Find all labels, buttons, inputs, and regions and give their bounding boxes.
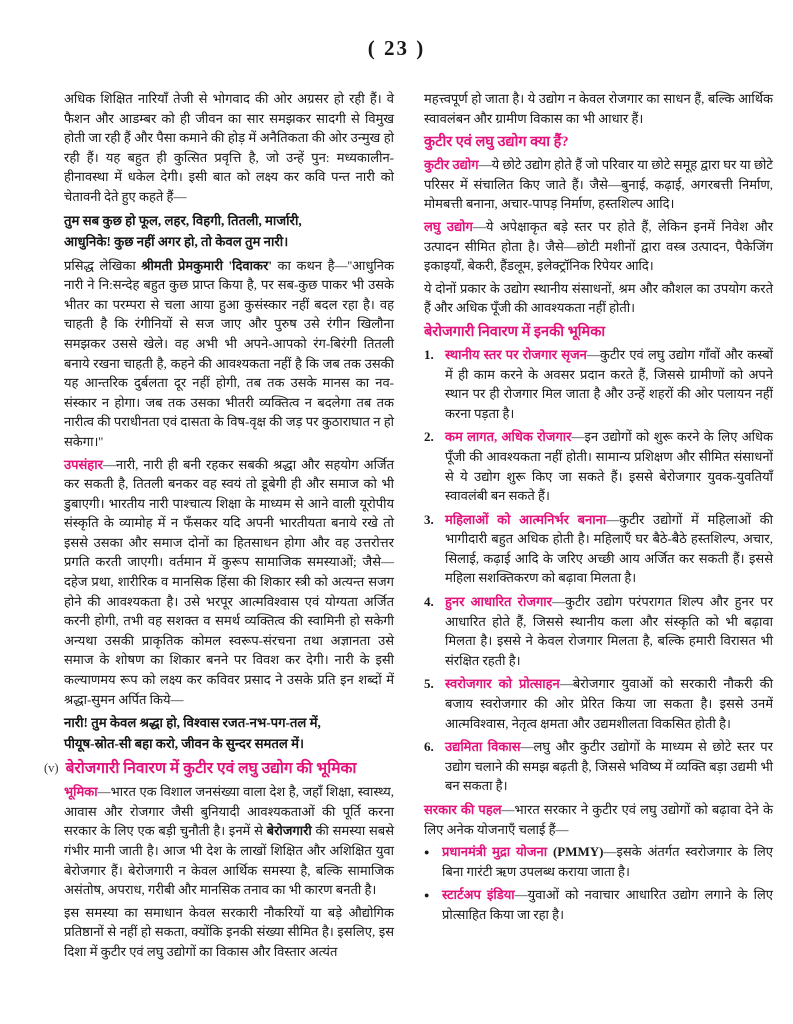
list-number: 3. [424,511,434,527]
list-item-lead: स्वरोजगार को प्रोत्साहन [445,676,560,692]
list-item [424,592,773,670]
list-item-body: —इन उद्योगों को शुरू करने के लिए अधिक पूँजी की आवश्यकता नहीं होती। सामान्य प्रशिक्षण और सीमित संसाधनों से ये उद्योग शुरू किए जा सकते हैं। इससे बेरोजगार युवक-युवतियाँ स्वावलंबी बन सकते हैं। [445,429,774,504]
verse-line: आधुनिके! कुछ नहीं अगर हो, तो केवल तुम नारी। [64,233,289,249]
bullet-icon: ● [424,890,430,901]
list-item [424,510,773,588]
upsanhar-body: —नारी, नारी ही बनी रहकर सबकी श्रद्धा और सहयोग अर्जित कर सकती है, तितली बनकर वह स्वयं तो डूबेगी ही और समाज को भी डुबाएगी। भारतीय नारी पाश्चात्य शिक्षा के माध्यम से आने वाली यूरोपीय संस्कृति के व्यामोह में न फँसकर यदि अपनी भारतीयता बनाये रखे तो इससे उसका और समाज दोनों का हितसाधन होगा और वह उत्तरोत्तर प्रगति करती जाएगी। वर्तमान में कुरूप सामाजिक समस्याओं; जैसे—दहेज प्रथा, शारीरिक व मानसिक हिंसा की शिकार स्त्री को अत्यन्त सजग होने की आवश्यकता है। उसे भरपूर आत्मविश्वास एवं योग्यता अर्जित करनी होगी, तभी वह सशक्त व समर्थ व्यक्तित्व की स्वामिनी हो सकेगी अन्यथा उसकी प्राकृतिक कोमल स्वरूप-संरचना तथा अज्ञानता उसे समाज के शोषण का शिकार बनने पर विवश कर देगी। नारी के इसी कल्याणमय रूप को लक्ष्य कर कविवर प्रसाद ने उसके प्रति इन शब्दों में श्रद्धा-सुमन अर्पित किये— [64,456,394,707]
kutir-lead: कुटीर उद्योग [424,157,479,173]
bhumika-post-text: की समस्या सबसे गंभीर मानी जाती है। आज भी देश के लाखों शिक्षित और अशिक्षित युवा बेरोजगार हैं। बेरोजगारी न केवल आर्थिक समस्या है, बल्कि सामाजिक असंतोष, अपराध, गरीबी और मानसिक तनाव का भी कारण बनती है। [64,823,394,898]
list-item-text [445,592,773,670]
verse-line: पीयूष-स्रोत-सी बहा करो, जीवन के सुन्दर समतल में। [64,736,305,752]
bullet-item-lead: प्रधानमंत्री मुद्रा योजना [442,844,548,860]
paragraph-continuation: महत्त्वपूर्ण हो जाता है। ये उद्योग न केवल रोजगार का साधन हैं, बल्कि आर्थिक स्वावलंबन और ग्रामीण विकास का भी आधार हैं। [424,91,773,126]
list-item [424,427,773,505]
list-item-text [445,737,773,796]
verse-block-2 [64,712,394,754]
paragraph-laghu [424,217,773,276]
author-name: श्रीमती प्रेमकुमारी 'दिवाकर' [141,257,272,273]
bullet-item-body: —इसके अंतर्गत स्वरोजगार के लिए बिना गारंटी ऋण उपलब्ध कराया जाता है। [442,844,773,879]
bullet-item-text [442,842,773,881]
laghu-body: —ये अपेक्षाकृत बड़े स्तर पर होते हैं, लेकिन इनमें निवेश और उत्पादन सीमित होता है। जैसे—छोटी मशीनों द्वारा वस्त्र उत्पादन, पैकेजिंग इकाइयाँ, बेकरी, हैंडलूम, इलेक्ट्रॉनिक रिपेयर आदि। [424,218,774,274]
right-column [424,89,773,965]
list-item-text [445,427,773,505]
list-item-body: —बेरोजगार युवाओं को सरकारी नौकरी की बजाय स्वरोजगार की ओर प्रेरित किया जा सकता है। इससे उनमें आत्मविश्वास, नेतृत्व क्षमता और उद्यमशीलता विकसित होती है। [445,676,773,731]
bullet-item-suffix: (PMMY) [547,844,604,860]
list-number: 6. [424,739,434,755]
list-number: 1. [424,346,434,362]
list-item-body: —कुटीर एवं लघु उद्योग गाँवों और कस्बों में ही काम करने के अवसर प्रदान करते हैं, जिससे ग्रामीणों को अपने स्थान पर ही रोजगार मिल जाता है और उन्हें शहरों की ओर पलायन नहीं करना पड़ता है। [445,346,773,421]
paragraph-bhumika [64,782,394,900]
list-item-lead: स्थानीय स्तर पर रोजगार सृजन [445,346,587,362]
list-item-lead: महिलाओं को आत्मनिर्भर बनाना [445,511,607,527]
laghu-lead: लघु उद्योग [424,218,473,234]
list-item-body: —लघु और कुटीर उद्योगों के माध्यम से छोटे स्तर पर उद्योग चलाने की समझ बढ़ती है, जिससे भविष्य में व्यक्ति बड़ा उद्यमी भी बन सकता है। [445,739,773,794]
verse-line: तुम सब कुछ हो फूल, लहर, विहगी, तितली, मार्जारी, [64,212,302,228]
paragraph-upsanhar [64,455,394,710]
upsanhar-lead: उपसंहार [64,456,103,472]
sarkar-body: —भारत सरकार ने कुटीर एवं लघु उद्योगों को बढ़ावा देने के लिए अनेक योजनाएँ चलाई हैं— [424,802,773,837]
quote-post-text: का कथन है—''आधुनिक नारी ने नि:सन्देह बहुत कुछ प्राप्त किया है, पर सब-कुछ पाकर भी उसके भीतर का परम्परा से चला आया हुआ कुसंस्कार नहीं बदल रहा है। वह चाहती है कि रंगीनियों से सज जाए और पुरुष उसे रंगीन खिलौना समझकर उससे खेले। वह अभी भी अपने-आपको रंग-बिरंगी तितली बनाये रखना चाहती है, कहने की आवश्यकता नहीं है कि जब तक उसकी यह आन्तरिक दुर्बलता दूर नहीं होगी, तब तक उसके मानस का नव-संस्कार न होगा। जब तक उसका भीतरी व्यक्तित्व न बदलेगा तब तक नारीत्व की पराधीनता एवं दासता के विष-वृक्ष की जड़ पर कुठाराघात न हो सकेगा।'' [64,257,394,449]
left-column [44,89,394,965]
bullet-item-body: —युवाओं को नवाचार आधारित उद्योग लगाने के लिए प्रोत्साहित किया जा रहा है। [442,887,773,922]
bhumika-pre-text: —भारत एक विशाल जनसंख्या वाला देश है, जहाँ शिक्षा, स्वास्थ्य, आवास और रोजगार जैसी बुनियादी आवश्यकताओं की पूर्ति करना सरकार के लिए एक बड़ी चुनौती है। इनमें से [64,784,394,839]
bullet-icon: ● [424,847,430,858]
two-column-layout [0,89,793,965]
bullet-item-text [442,885,773,924]
paragraph-quote [64,256,394,452]
verse-block-1 [64,210,394,252]
heading-what-are-industries: कुटीर एवं लघु उद्योग क्या हैं? [424,134,569,151]
kutir-body: —ये छोटे उद्योग होते हैं जो परिवार या छोटे समूह द्वारा घर या छोटे परिसर में संचालित किए जाते हैं। जैसे—बुनाई, कढ़ाई, अगरबत्ती निर्माण, मोमबत्ती बनाना, अचार-पापड़ निर्माण, हस्तशिल्प आदि। [424,157,773,212]
paragraph-both-types: ये दोनों प्रकार के उद्योग स्थानीय संसाधनों, श्रम और कौशल का उपयोग करते हैं और अधिक पूँजी की आवश्यकता नहीं होती। [424,280,773,316]
list-item [424,674,773,733]
list-item-text [445,510,773,588]
bhumika-bold-word: बेरोजगारी [266,823,312,839]
list-item-lead: उद्यमिता विकास [445,739,521,755]
page-number: ( 23 ) [367,36,426,60]
list-number: 4. [424,594,434,610]
list-item-text [445,345,773,423]
list-item [424,737,773,796]
list-item-lead: हुनर आधारित रोजगार [445,594,552,610]
section-heading: बेरोजगारी निवारण में कुटीर एवं लघु उद्योग की भूमिका [65,760,357,778]
bullet-item [424,885,773,924]
list-item [424,345,773,423]
section-marker: (v) [44,761,59,776]
list-item-lead: कम लागत, अधिक रोजगार [445,429,572,445]
list-number: 2. [424,429,434,445]
quote-pre-text: प्रसिद्ध लेखिका [64,257,142,273]
list-number: 5. [424,676,434,692]
section-heading-row [44,759,394,779]
paragraph-closing: इस समस्या का समाधान केवल सरकारी नौकरियों या बड़े औद्योगिक प्रतिष्ठानों से नहीं हो सकता, क्योंकि इनकी संख्या सीमित है। इसलिए, इस दिशा में कुटीर एवं लघु उद्योगों का विकास और विस्तार अत्यंत [64,904,394,959]
sarkar-lead: सरकार की पहल [424,802,502,817]
list-item-body: —कुटीर उद्योगों में महिलाओं की भागीदारी बहुत अधिक होती है। महिलाएँ घर बैठे-बैठे हस्तशिल्प, अचार, सिलाई, कढ़ाई आदि के जरिए अच्छी आय अर्जित कर सकती हैं। इससे महिला सशक्तिकरण को बढ़ावा मिलता है। [445,511,773,586]
paragraph-kutir [424,155,773,214]
verse-line: नारी! तुम केवल श्रद्धा हो, विश्वास रजत-नभ-पग-तल में, [64,715,321,731]
bullet-item-lead: स्टार्टअप इंडिया [442,887,515,903]
list-item-body: —कुटीर उद्योग परंपरागत शिल्प और हुनर पर आधारित होते हैं, जिससे स्थानीय कला और संस्कृति को भी बढ़ावा मिलता है। इससे ने केवल रोजगार मिलता है, बल्कि हमारी विरासत भी संरक्षित रहती है। [445,594,774,668]
heading-role-in-unemployment: बेरोजगारी निवारण में इनकी भूमिका [424,323,606,340]
paragraph-sarkar [424,800,773,839]
bhumika-lead: भूमिका [64,784,98,800]
list-item-text [445,674,773,733]
paragraph-intro: अधिक शिक्षित नारियाँ तेजी से भोगवाद की ओर अग्रसर हो रही हैं। वे फैशन और आडम्बर को ही जीवन का सार समझकर सादगी से विमुख होती जा रही हैं और पैसा कमाने की होड़ में अनैतिकता की ओर उन्मुख हो रही हैं। यह बहुत ही कुत्सित प्रवृत्ति है, जो उन्हें पुन: मध्यकालीन-हीनावस्था में धकेल देगी। इसी बात को लक्ष्य कर कवि पन्त नारी को चेतावनी देते हुए कहते हैं— [64,91,394,204]
bullet-item [424,842,773,881]
